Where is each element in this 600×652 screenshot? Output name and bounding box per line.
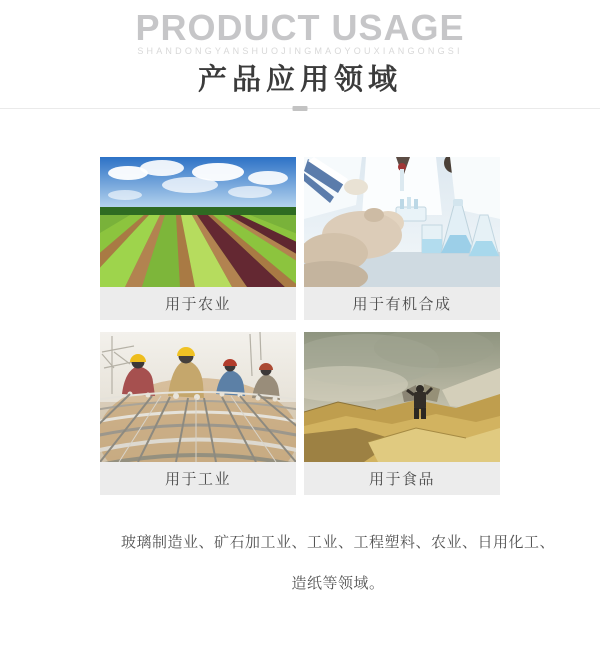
divider-center-tab [293,106,308,111]
usage-card-industry [100,332,296,495]
usage-card-agriculture [100,157,296,320]
footer-line-2: 造纸等领域。 [291,575,385,592]
divider-line [0,108,600,109]
card-label-organic-synthesis: 用于有机合成 [304,287,500,320]
agriculture-photo [100,157,296,287]
agriculture-image [100,157,296,287]
product-usage-title-en: PRODUCT USAGE [135,7,465,48]
food-image [304,332,500,462]
usage-card-organic-synthesis [304,157,500,320]
industry-image [100,332,296,462]
laboratory-photo [304,157,500,287]
usage-cards-grid [100,157,500,495]
card-label-food: 用于食品 [304,462,500,495]
footer-line-1: 玻璃制造业、矿石加工业、工业、工程塑料、农业、日用化工、 [120,534,555,551]
company-pinyin-subtitle: SHANDONGYANSHUOJINGMAOYOUXIANGONGSI [137,46,463,56]
organic-synthesis-image [304,157,500,287]
page-header [0,7,600,109]
sulfur-mine-photo [304,332,500,462]
card-label-agriculture: 用于农业 [100,287,296,320]
application-fields-text [38,522,600,604]
usage-card-food [304,332,500,495]
card-label-industry: 用于工业 [100,462,296,495]
section-title-zh: 产品应用领域 [197,64,402,96]
construction-photo [100,332,296,462]
